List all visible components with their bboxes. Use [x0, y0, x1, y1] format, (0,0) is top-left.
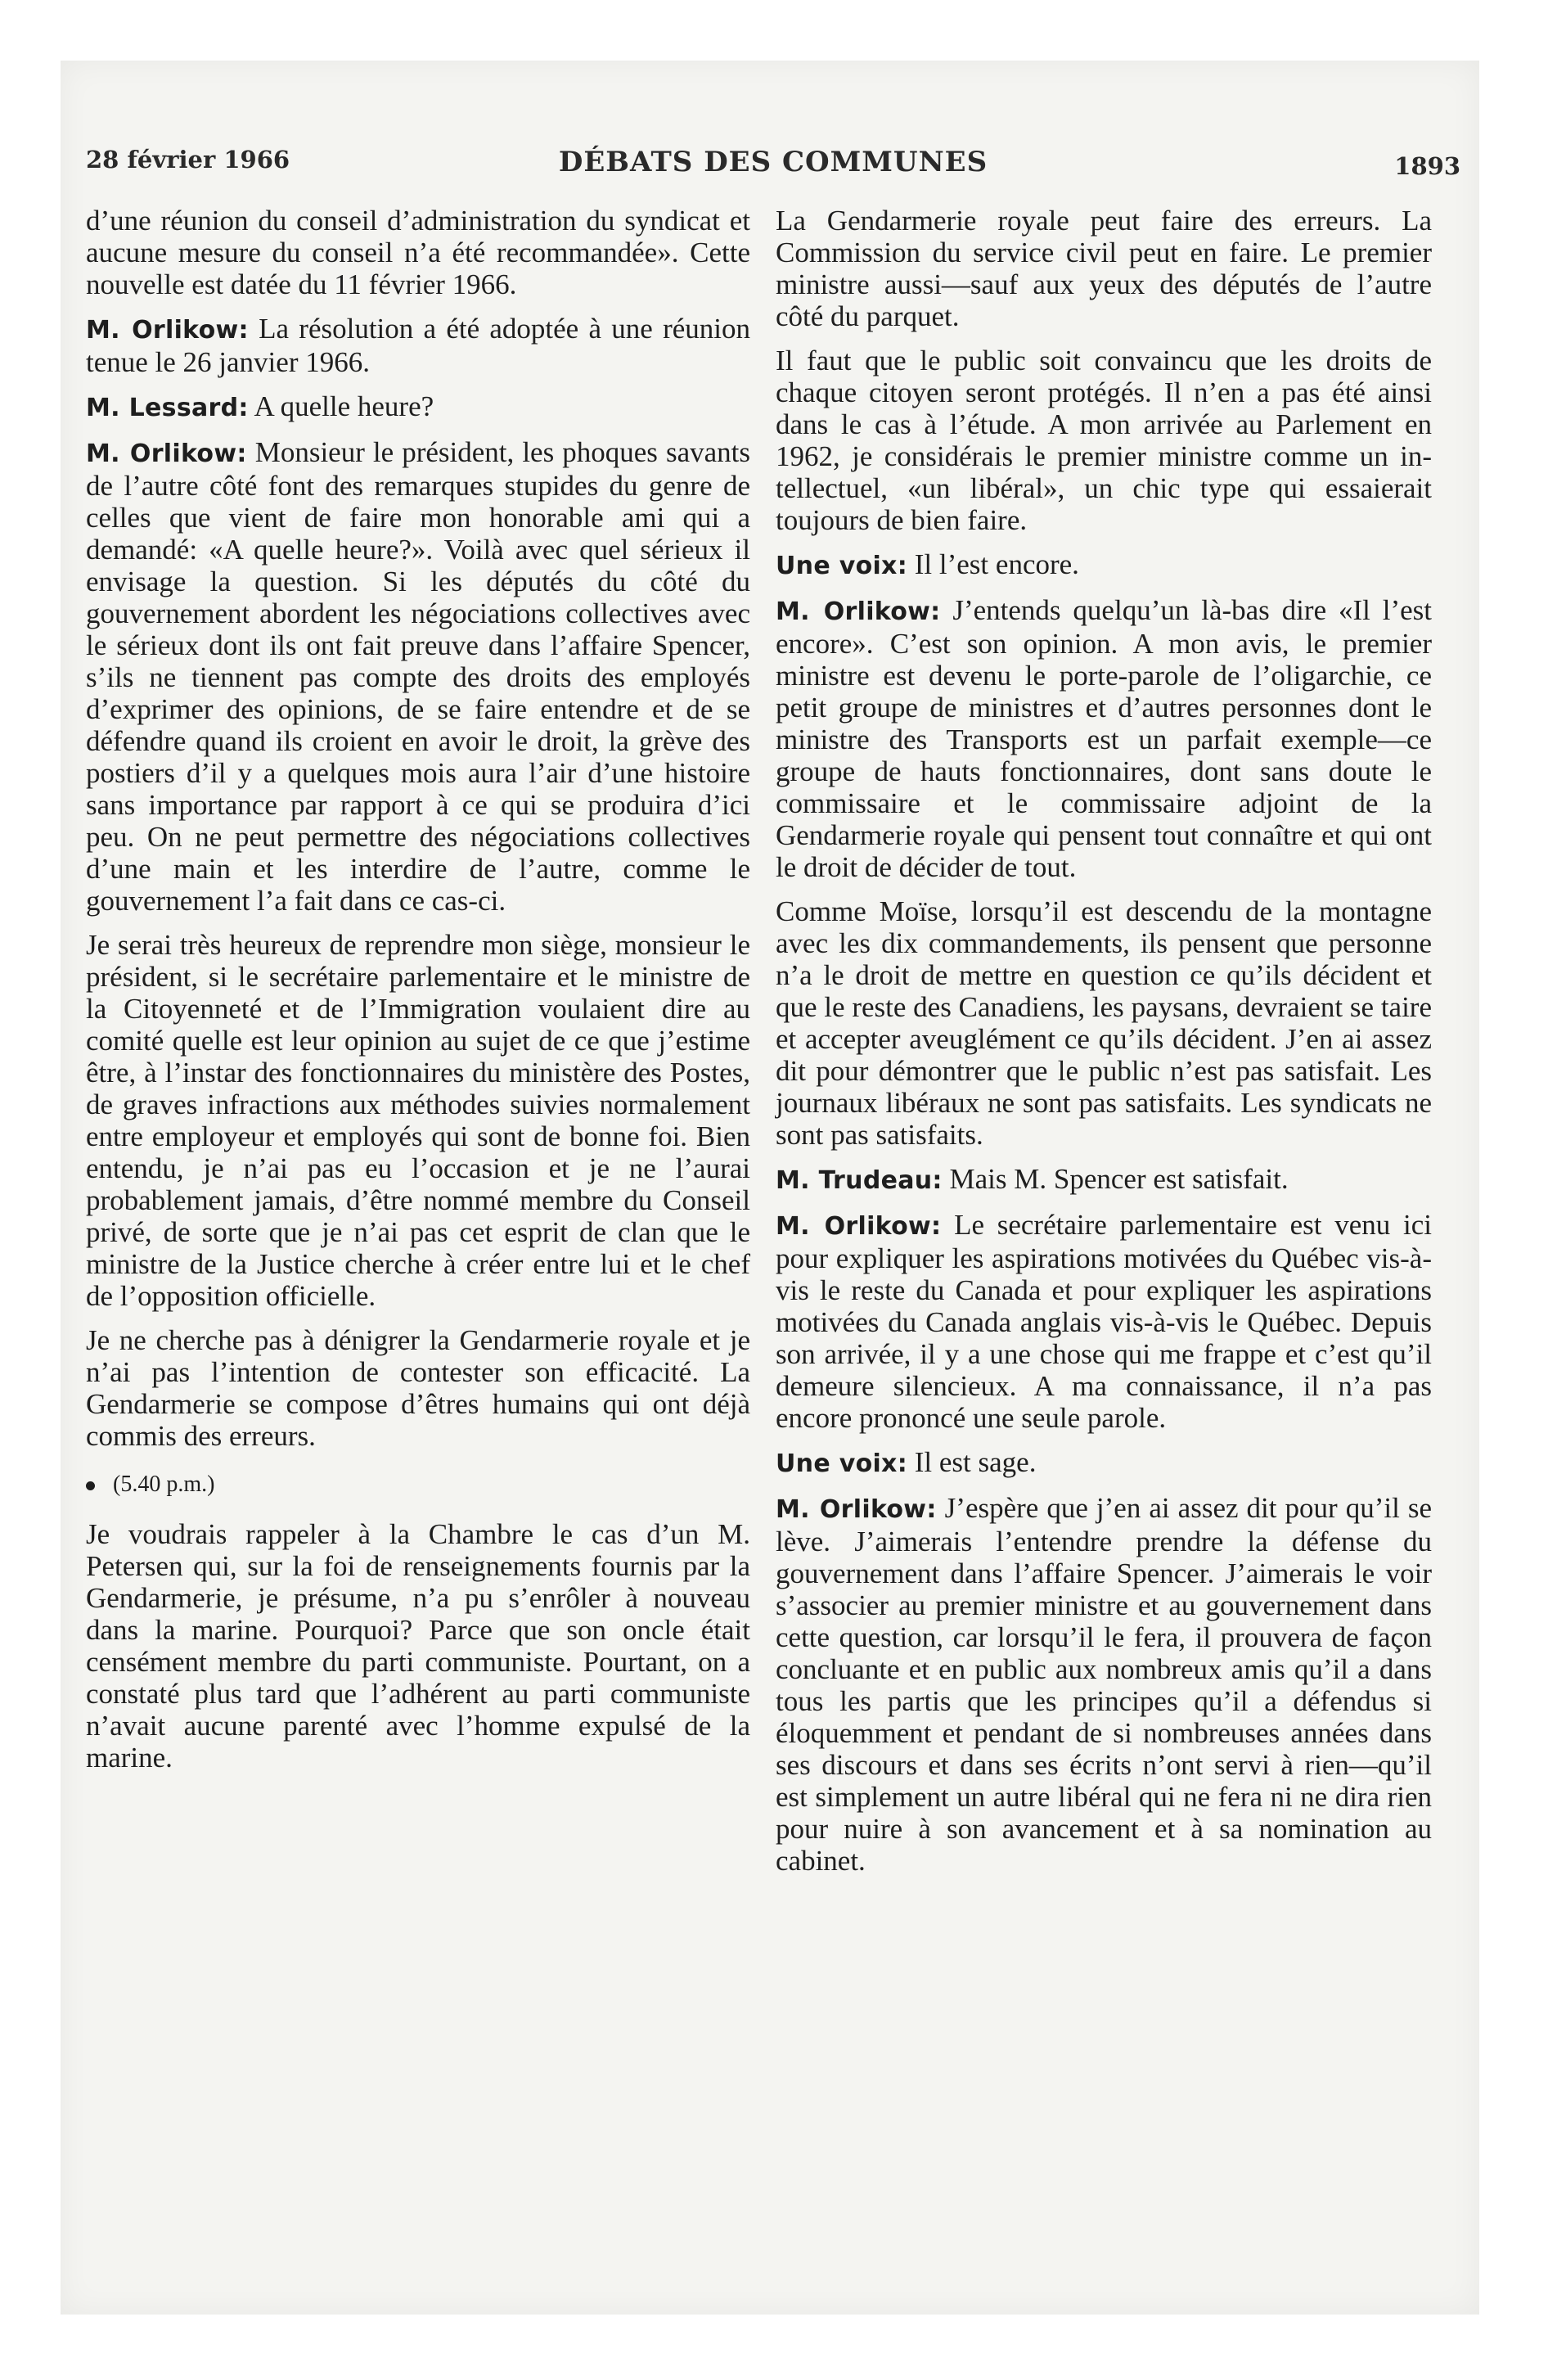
speech — [86, 313, 750, 378]
time-text: (5.40 p.m.) — [113, 1472, 215, 1497]
speech — [86, 390, 750, 424]
bullet-icon — [86, 1481, 95, 1490]
speech — [776, 1209, 1432, 1434]
speech — [86, 436, 750, 917]
speech — [776, 548, 1432, 582]
speaker-name: M. Orlikow: — [86, 439, 247, 468]
speaker-name: Une voix: — [776, 552, 908, 580]
right-column — [776, 205, 1432, 1889]
speaker-name: M. Orlikow: — [86, 316, 249, 345]
speech — [776, 1446, 1432, 1480]
speech-text: J’entends quelqu’un là-bas dire «Il l’est encore». C’est son opinion. A mon avis, le premier ministre est devenu le porte-parole de l’oligarchie, ce petit groupe de ministres et d’autres personnes dont le ministre des Transports est un parfait exemple—ce groupe de hauts fonctionnaires, dont sans doute le commissaire et le commissaire adjoint de la Gendarmerie royale qui pensent tout connaître et qui ont le droit de décider de tout. — [776, 594, 1433, 883]
speech-text: Monsieur le président, les phoques savants de l’autre côté font des remarques stupides du genre de celles que vient de faire mon honorable ami qui a demandé: «A quelle heure?». Voilà avec quel sérieux il envisage la question. Si les députés du côté du gouvernement abordent les négociations collectives avec le sérieux dont ils ont fait preuve dans l’affaire Spencer, s’ils ne tiennent pas compte des droits des employés d’exprimer des opinions, de se faire entendre et de se défendre quand ils croient en avoir le droit, la grève des postiers d’il y a quelques mois aura l’air d’une histoire sans importance par rapport à ce qui se produira d’ici peu. On ne peut permettre des négociations collectives d’une main et les interdire de l’autre, comme le gouvernement l’a fait dans ce cas-ci. — [86, 436, 751, 917]
paragraph: d’une réunion du conseil d’administration du syndicat et aucune mesure du conseil n’a été recommandée». Cette nouvelle est datée du 11 février 1966. — [86, 205, 750, 300]
speech-text: Mais M. Spencer est satisfait. — [949, 1163, 1289, 1195]
speech-text: J’espère que j’en ai assez dit pour qu’il se lève. J’aimerais l’entendre prendre la défense du gouvernement dans l’affaire Spencer. J’aimerais le voir s’associer au premier ministre et au gouvernement dans cette question, car lorsqu’il le fera, il prouvera de façon concluante et en public aux nombreux amis qu’il a dans tous les partis que les principes qu’il a défendus si éloquemment et pendant de si nombreuses années dans ses discours et dans ses écrits n’ont servi à rien—qu’il est simplement un autre libéral qui ne fera ni ne dira rien pour nuire à son avancement et à sa nomination au cabinet. — [776, 1492, 1433, 1877]
speech-text: Il l’est encore. — [914, 548, 1079, 580]
speech-text: Le secrétaire parlementaire est venu ici pour expliquer les aspirations motivées du Québec vis-à-vis le reste du Canada et pour expliquer les aspirations motivées du Canada anglais vis-à-vis le Québec. Depuis son arrivée, il y a une chose qui me frappe et c’est qu’il demeure silencieux. A ma connaissance, il n’a pas encore prononcé une seule parole. — [776, 1209, 1433, 1434]
speaker-name: M. Orlikow: — [776, 1212, 942, 1241]
paragraph: La Gendarmerie royale peut faire des erreurs. La Commission du service civil peut en faire. Le premier ministre aussi—sauf aux yeux des députés de l’autre côté du parquet. — [776, 205, 1432, 332]
speaker-name: M. Trudeau: — [776, 1166, 943, 1195]
speech — [776, 1492, 1432, 1877]
speech — [776, 594, 1432, 883]
speaker-name: Une voix: — [776, 1449, 908, 1478]
speech-text: Il est sage. — [914, 1446, 1037, 1478]
paragraph: Je voudrais rappeler à la Chambre le cas d’un M. Petersen qui, sur la foi de renseignements fournis par la Gendarmerie, je présume, n’a pu s’enrôler à nouveau dans la marine. Pourquoi? Parce que son oncle était censément membre du parti communiste. Pourtant, on a constaté plus tard que l’adhérent au parti communiste n’avait aucune parenté avec l’homme expulsé de la marine. — [86, 1518, 750, 1774]
time-marker — [86, 1468, 750, 1500]
speech-text: A quelle heure? — [254, 390, 434, 422]
page-number: 1893 — [1394, 152, 1460, 180]
paragraph: Je ne cherche pas à dénigrer la Gendarmerie royale et je n’ai pas l’intention de contester son efficacité. La Gendarmerie se compose d’êtres humains qui ont déjà commis des erreurs. — [86, 1324, 750, 1452]
paragraph: Comme Moïse, lorsqu’il est descendu de la montagne avec les dix commandements, ils pensent que personne n’a le droit de mettre en question ce qu’ils décident et que le reste des Canadiens, les paysans, devraient se taire et accepter aveuglément ce qu’ils décident. J’en ai assez dit pour démontrer que le public n’est pas satisfait. Les journaux libéraux ne sont pas satisfaits. Les syndicats ne sont pas satisfaits. — [776, 895, 1432, 1151]
speech — [776, 1163, 1432, 1197]
paragraph: Je serai très heureux de reprendre mon siège, monsieur le président, si le secrétaire parlementaire et le ministre de la Citoyenneté et de l’Immigration voulaient dire au comité quelle est leur opinion au sujet de ce que j’estime être, à l’instar des fonctionnaires du ministère des Postes, de graves infractions aux méthodes suivies normalement entre employeur et employés qui sont de bonne foi. Bien entendu, je n’ai pas eu l’occasion et je ne l’aurai probablement jamais, d’être nommé membre du Conseil privé, de sorte que je n’ai pas cet esprit de clan que le ministre de la Justice cherche à créer entre lui et le chef de l’opposition officielle. — [86, 929, 750, 1312]
paragraph: Il faut que le public soit convaincu que les droits de chaque citoyen seront protégés. Il n’en a pas été ainsi dans le cas à l’étude. A mon arrivée au Parlement en 1962, je considérais le premier ministre comme un intellectuel, «un libéral», un chic type qui essaierait toujours de bien faire. — [776, 345, 1432, 536]
header-date: 28 février 1966 — [86, 146, 290, 174]
speaker-name: M. Orlikow: — [776, 1495, 937, 1524]
speaker-name: M. Orlikow: — [776, 597, 941, 626]
speaker-name: M. Lessard: — [86, 394, 249, 422]
left-column — [86, 205, 750, 1786]
header-title: DÉBATS DES COMMUNES — [558, 146, 988, 178]
speech-text: La résolution a été adoptée à une réunion tenue le 26 janvier 1966. — [86, 313, 750, 378]
page-header — [86, 146, 1460, 187]
